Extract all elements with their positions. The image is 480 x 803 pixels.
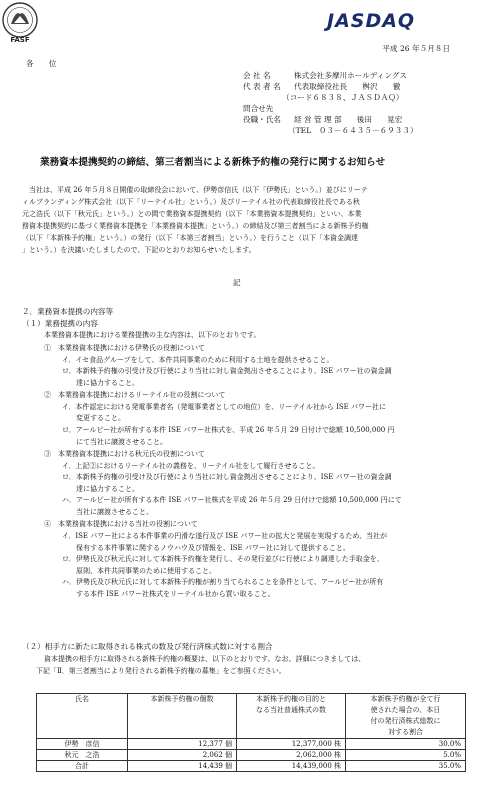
- table-row: [37, 739, 466, 750]
- document-date: 平成 26 年５月８日: [382, 44, 450, 53]
- role-item-line: イ．上記②におけるリーテイル社の義務を、リーテイル社をして履行させること。: [62, 461, 320, 470]
- subsection-intro-1: 本業務資本提携における業務提携の主な内容は、以下のとおりです。: [44, 331, 261, 339]
- shares-cell: 12,377,000 株: [237, 739, 346, 750]
- role-item-line: ロ．本新株予約権の引受け及び行使により当社に対し資金拠出させることにより、ISE パワー社の資金調: [62, 367, 392, 376]
- contact-person: 経 営 管 理 部 後田 晃宏: [294, 115, 403, 124]
- intro-line: ィルブランディング株式会社（以下「リーテイル社」という。）及びリーテイル社の代表取締役社長である秋: [22, 198, 360, 206]
- role-item-line: ロ．伊勢氏及び秋元氏に対して本新株予約権を発行し、その発行並びに行使により調達した手取金を、: [62, 555, 384, 564]
- addressee: 各 位: [26, 59, 57, 68]
- role-item-line: 当社に譲渡させること。: [62, 508, 153, 516]
- role-item-line: 保有する本件事業に関するノウハウ及び情報を、ISE パワー社に対して提供すること。: [62, 543, 350, 552]
- table-header-cell: [237, 694, 346, 739]
- header-line: 使された場合の、本日: [370, 706, 441, 714]
- document-title: 業務資本提携契約の締結、第三者割当による新株予約権の発行に関するお知らせ: [40, 157, 386, 168]
- units-cell: 12,377 個: [128, 739, 237, 750]
- subsection-heading-1: （１）業務提携の内容: [22, 319, 98, 328]
- header-line: 本新株予約権の個数: [150, 695, 214, 703]
- representative-label: 代 表 者 名: [243, 82, 281, 91]
- intro-line: 」という。）を決議いたしましたので、下記のとおりお知らせいたします。: [22, 246, 256, 254]
- jasdaq-logo: JASDAQ: [327, 10, 416, 32]
- role-heading: ④ 本業務資本提携における当社の役割について: [44, 520, 198, 529]
- subsection-heading-2: （２）相手方に新たに取得される株式の数及び発行済株式数に対する割合: [22, 642, 273, 651]
- representative-name: 代表取締役社長 桝沢 徹: [294, 82, 401, 91]
- intro-line: 務資本提携契約に基づく業務資本提携を「本業務資本提携」という。）の締結及び第三者割当による新株予約権: [22, 222, 369, 230]
- ratio-cell: 5.0%: [346, 750, 466, 761]
- intro-line: 元之浩氏（以下「秋元氏」という。）との間で業務資本提携契約（以下「本業務資本提携契約」といい、本業: [22, 210, 362, 218]
- role-item-line: 達に協力すること。: [62, 378, 139, 387]
- intro-line: （以下「本新株予約権」という。）の発行（以下「本第三者割当」という。）を行うこと（以下「本資金調達: [22, 234, 358, 242]
- name-cell: 合計: [37, 761, 128, 772]
- fasf-seal-logo: [0, 0, 40, 46]
- role-item-line: ロ．アールピー社が所有する本件 ISE パワー社株式を、平成 26 年５月 29 日付けで総額 10,500,000 円: [62, 426, 395, 434]
- header-line: 付の発行済株式総数に: [370, 717, 441, 725]
- subsection-text-2-line-2: 下記「Ⅱ．第三者割当により発行される新株予約権の募集」をご参照ください。: [36, 667, 286, 675]
- contact-label: 問合せ先: [243, 104, 274, 113]
- role-heading: ② 本業務資本提携におけるリーテイル社の役割について: [44, 391, 226, 400]
- contact-role-label: 役職・氏名: [243, 115, 281, 124]
- shares-cell: 2,062,000 株: [237, 750, 346, 761]
- table-row: [37, 750, 466, 761]
- ratio-cell: 30.0%: [346, 739, 466, 750]
- ratio-cell: 35.0%: [346, 761, 466, 772]
- shares-cell: 14,439,000 株: [237, 761, 346, 772]
- table-header-cell: [128, 694, 237, 739]
- role-heading: ① 本業務資本提携における伊勢氏の役割について: [44, 344, 205, 352]
- stock-code: （コード６８３８、ＪＡＳＤＡＱ）: [282, 93, 404, 102]
- role-item-line: 達に協力すること。: [62, 484, 139, 493]
- share-table: [36, 693, 466, 772]
- table-header-cell: [37, 694, 128, 739]
- role-item-line: 変更すること。: [62, 414, 125, 423]
- units-cell: 14,439 個: [128, 761, 237, 772]
- ki-marker: 記: [233, 278, 241, 287]
- contact-tel: （TEL ０３－６４３５－６９３３）: [288, 126, 418, 135]
- header-line: 本新株予約権の目的と: [256, 695, 326, 703]
- svg-text:FASF: FASF: [10, 36, 30, 44]
- section-heading: ２．業務資本提携の内容等: [22, 307, 114, 316]
- header-line: なる当社普通株式の数: [256, 706, 326, 714]
- role-item-line: イ．ISE パワー社による本件事業の円滑な遂行及び ISE パワー社の拡大と発展を実現するため、当社が: [62, 532, 388, 540]
- role-item-line: ハ．伊勢氏及び秋元氏に対して本新株予約権が割り当てられることを条件として、アールピー社が所有: [62, 578, 384, 587]
- header-line: 対する割合: [388, 728, 423, 736]
- table-header-row: [37, 694, 466, 739]
- name-cell: 伊勢 彦信: [37, 739, 128, 750]
- header-line: 本新株予約権が全て行: [370, 695, 441, 703]
- name-cell: 秋元 之浩: [37, 750, 128, 761]
- role-item-line: する本件 ISE パワー社株式をリーテイル社から買い取ること。: [62, 590, 275, 598]
- role-item-line: ロ．本新株予約権の引受け及び行使により当社に対し資金拠出させることにより、ISE パワー社の資金調: [62, 473, 392, 482]
- role-item-line: イ．イセ食品グループをして、本件共同事業のために利用する土地を提供させること。: [62, 355, 334, 364]
- subsection-text-2-line-1: 資本提携の相手方に取得される新株予約権の概要は、以下のとおりです。なお、詳細につきましては、: [44, 655, 366, 663]
- header-line: 氏名: [75, 695, 89, 703]
- role-item-line: イ．本件認定における発電事業者名（発電事業者としての地位）を、リーテイル社から ISE パワー社に: [62, 402, 386, 411]
- role-heading: ③ 本業務資本提携における秋元氏の役割について: [44, 450, 205, 458]
- intro-line: 当社は、平成 26 年５月８日開催の取締役会において、伊勢彦信氏（以下「伊勢氏」という。）並びにリーテ: [22, 186, 368, 194]
- table-row-total: [37, 761, 466, 772]
- company-name: 株式会社多摩川ホールディングス: [294, 71, 407, 80]
- table-header-cell: [346, 694, 466, 739]
- units-cell: 2,062 個: [128, 750, 237, 761]
- company-label: 会 社 名: [243, 71, 271, 80]
- role-item-line: ハ．アールピー社が所有する本件 ISE パワー社株式を平成 26 年５月 29 日付けで総額 10,500,000 円にて: [62, 496, 402, 505]
- role-item-line: にて当社に譲渡させること。: [62, 437, 167, 446]
- role-item-line: 原則、本件共同事業のために使用すること。: [62, 566, 216, 575]
